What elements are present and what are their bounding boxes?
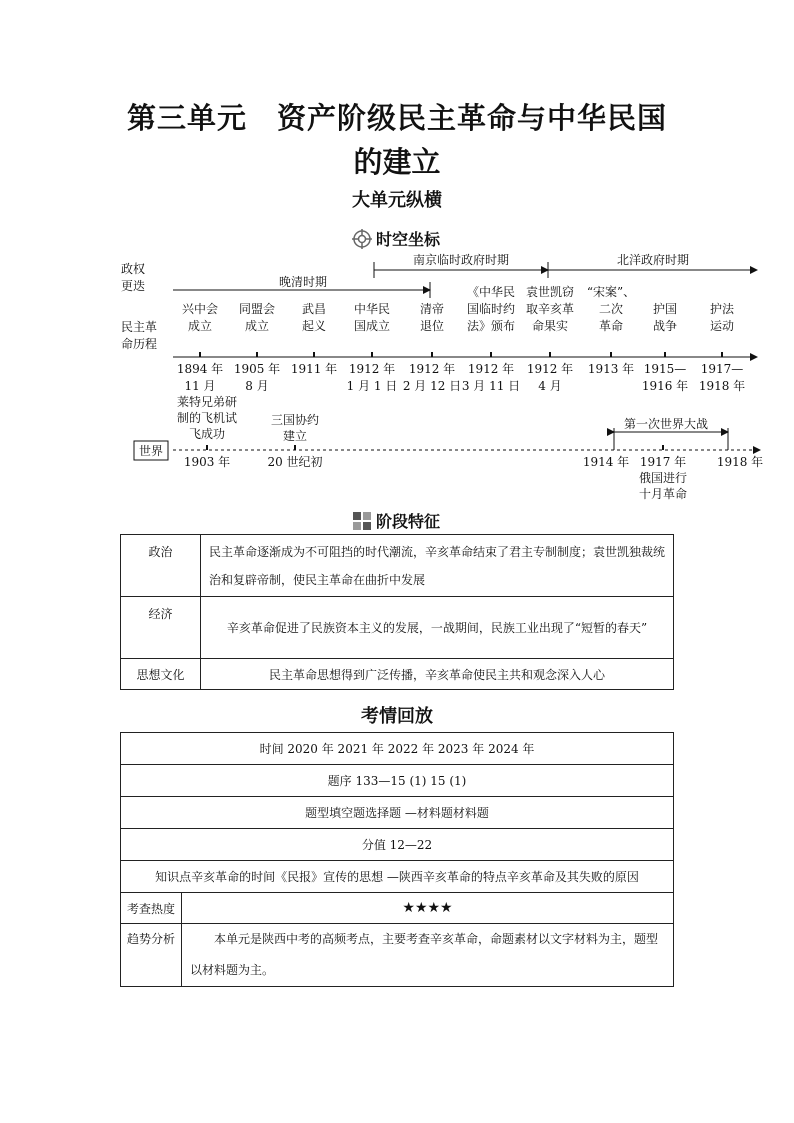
table-row (121, 659, 674, 690)
exam-title: 考情回放 (361, 706, 433, 727)
revolution-row-label: 民主革命历程 (121, 320, 158, 351)
table-row (121, 797, 674, 829)
event-date: 1912 年 1 月 1 日 (346, 362, 398, 393)
event-date: 1912 年 3 月 11 日 (461, 362, 521, 393)
table-row (121, 829, 674, 861)
page-title: 第三单元 资产阶级民主革命与中华民国 (126, 101, 667, 135)
ww1-start-date: 1914 年 (582, 455, 630, 469)
trend-label: 趋势分析 (121, 924, 182, 987)
subtitle: 大单元纵横 (352, 190, 442, 211)
event-tick (199, 352, 201, 357)
world-tick (206, 445, 208, 450)
world-event-label: 莱特兄弟研制的飞机试飞成功 (176, 395, 238, 441)
event-tick (371, 352, 373, 357)
event-tick (431, 352, 433, 357)
table-row (121, 535, 674, 597)
table-row (121, 861, 674, 893)
timeline-diagram (0, 0, 794, 520)
event-date: 1912 年 4 月 (526, 362, 574, 393)
exam-row: 时间 2020 年 2021 年 2022 年 2023 年 2024 年 (121, 733, 674, 765)
world-tick (294, 445, 296, 450)
event-tick (549, 352, 551, 357)
event-date: 1894 年 11 月 (176, 362, 224, 393)
event-tick (664, 352, 666, 357)
feature-key: 政治 (121, 535, 201, 597)
event-tick (256, 352, 258, 357)
section-timeline-heading: 时空坐标 (352, 227, 440, 250)
event-date: 1917— 1918 年 (698, 362, 746, 393)
blocks-icon (352, 511, 372, 531)
world-row-label: 世界 (138, 444, 164, 458)
table-row (121, 733, 674, 765)
world-event-label: 三国协约建立 (270, 413, 320, 443)
event-tick (721, 352, 723, 357)
event-label: “宋案”、二次革命 (586, 285, 636, 333)
event-label: 清帝退位 (419, 302, 445, 333)
event-date: 1911 年 (290, 362, 338, 376)
event-label: 同盟会成立 (238, 302, 276, 333)
event-label: 兴中会成立 (181, 302, 219, 333)
event-date: 1915— 1916 年 (641, 362, 689, 393)
event-label: 护国战争 (652, 302, 678, 333)
table-row (121, 924, 674, 987)
feature-value: 民主革命思想得到广泛传播，辛亥革命使民主共和观念深入人心 (201, 659, 674, 690)
ww1-end-date: 1918 年 (716, 455, 764, 469)
exam-row: 分值 12—22 (121, 829, 674, 861)
period-beiyang: 北洋政府时期 (616, 253, 690, 267)
exam-row: 知识点辛亥革命的时间《民报》宣传的思想 —陕西辛亥革命的特点辛亥革命及其失败的原因 (121, 861, 674, 893)
table-row (121, 597, 674, 659)
period-late-qing: 晚清时期 (278, 275, 328, 289)
october-revolution-label: 俄国进行十月革命 (638, 471, 688, 501)
world-event-date: 1903 年 (183, 455, 231, 469)
event-label: 袁世凯窃取辛亥革命果实 (525, 285, 575, 333)
feature-key: 经济 (121, 597, 201, 659)
exam-row: 题型填空题选择题 —材料题材料题 (121, 797, 674, 829)
event-date: 1905 年 8 月 (233, 362, 281, 393)
page-title-line2: 的建立 (353, 145, 441, 179)
event-tick (610, 352, 612, 357)
event-label: 护法运动 (709, 302, 735, 333)
table-row (121, 765, 674, 797)
event-tick (313, 352, 315, 357)
regime-row-label: 政权更迭 (121, 262, 146, 293)
event-date: 1913 年 (587, 362, 635, 376)
table-row (121, 893, 674, 924)
feature-key: 思想文化 (121, 659, 201, 690)
heat-label: 考查热度 (121, 893, 182, 924)
period-nanjing: 南京临时政府时期 (412, 253, 510, 267)
event-label: 武昌起义 (301, 302, 327, 333)
exam-row: 题序 133—15 (1) 15 (1) (121, 765, 674, 797)
heat-stars: ★★★★ (182, 893, 674, 924)
ww1-label: 第一次世界大战 (623, 417, 709, 431)
features-table (120, 534, 674, 690)
feature-value: 民主革命逐渐成为不可阻挡的时代潮流，辛亥革命结束了君主专制制度；袁世凯独裁统治和复辟帝制，使民主革命在曲折中发展 (201, 535, 674, 597)
exam-table (120, 732, 674, 987)
world-tick (662, 445, 664, 450)
section-features-heading: 阶段特征 (352, 509, 440, 532)
feature-value: 辛亥革命促进了民族资本主义的发展，一战期间，民族工业出现了“短暂的春天” (201, 597, 674, 659)
event-label: 中华民国成立 (353, 302, 391, 333)
event-label: 《中华民国临时约法》颁布 (466, 285, 516, 333)
event-tick (490, 352, 492, 357)
trend-value: 本单元是陕西中考的高频考点，主要考查辛亥革命，命题素材以文字材料为主，题型以材料题为主。 (182, 924, 674, 987)
world-event-date: 20 世纪初 (267, 455, 323, 469)
event-date: 1912 年 2 月 12 日 (402, 362, 462, 393)
ww1-mid-date: 1917 年 (639, 455, 687, 469)
